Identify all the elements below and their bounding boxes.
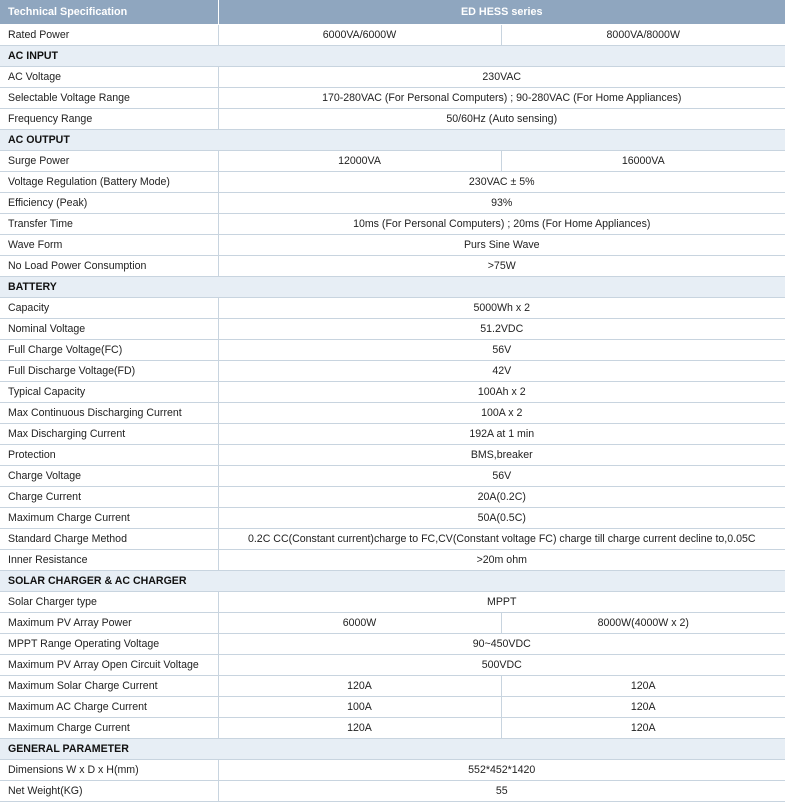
- spec-label: AC Voltage: [0, 67, 218, 88]
- spec-label: Standard Charge Method: [0, 529, 218, 550]
- spec-label: Wave Form: [0, 235, 218, 256]
- spec-value-8000: 120A: [501, 718, 785, 739]
- spec-value: 5000Wh x 2: [218, 298, 785, 319]
- section-title: AC OUTPUT: [0, 130, 785, 151]
- spec-label: Voltage Regulation (Battery Mode): [0, 172, 218, 193]
- spec-label: Full Discharge Voltage(FD): [0, 361, 218, 382]
- table-row: [0, 172, 785, 193]
- spec-value: 10ms (For Personal Computers) ; 20ms (For Home Appliances): [218, 214, 785, 235]
- spec-table-body: [0, 25, 785, 802]
- spec-value: 93%: [218, 193, 785, 214]
- spec-label: Full Charge Voltage(FC): [0, 340, 218, 361]
- table-row: [0, 424, 785, 445]
- spec-value: BMS,breaker: [218, 445, 785, 466]
- spec-value: 100Ah x 2: [218, 382, 785, 403]
- table-row: [0, 25, 785, 46]
- spec-value: 50A(0.5C): [218, 508, 785, 529]
- table-row: [0, 319, 785, 340]
- table-row: [0, 403, 785, 424]
- spec-label: Protection: [0, 445, 218, 466]
- spec-label: Nominal Voltage: [0, 319, 218, 340]
- section-row: [0, 130, 785, 151]
- section-row: [0, 739, 785, 760]
- spec-value-6000: 120A: [218, 718, 501, 739]
- spec-value: 20A(0.2C): [218, 487, 785, 508]
- spec-label: Charge Current: [0, 487, 218, 508]
- spec-value: 90~450VDC: [218, 634, 785, 655]
- table-row: [0, 298, 785, 319]
- table-row: [0, 445, 785, 466]
- spec-value: Purs Sine Wave: [218, 235, 785, 256]
- spec-label: Maximum PV Array Open Circuit Voltage: [0, 655, 218, 676]
- spec-value: >20m ohm: [218, 550, 785, 571]
- table-row: [0, 529, 785, 550]
- section-title: AC INPUT: [0, 46, 785, 67]
- spec-value: 500VDC: [218, 655, 785, 676]
- spec-value: 230VAC ± 5%: [218, 172, 785, 193]
- table-row: [0, 235, 785, 256]
- table-row: [0, 67, 785, 88]
- spec-label: Maximum Solar Charge Current: [0, 676, 218, 697]
- table-row: [0, 655, 785, 676]
- spec-label: Maximum Charge Current: [0, 508, 218, 529]
- spec-value-8000: 16000VA: [501, 151, 785, 172]
- section-row: [0, 277, 785, 298]
- table-row: [0, 466, 785, 487]
- spec-label: Solar Charger type: [0, 592, 218, 613]
- spec-value: 51.2VDC: [218, 319, 785, 340]
- table-header-row: [0, 0, 785, 25]
- spec-value-6000: 120A: [218, 676, 501, 697]
- table-row: [0, 109, 785, 130]
- spec-value-8000: 8000W(4000W x 2): [501, 613, 785, 634]
- spec-value: 100A x 2: [218, 403, 785, 424]
- spec-label: Net Weight(KG): [0, 781, 218, 802]
- spec-label: Max Discharging Current: [0, 424, 218, 445]
- spec-label: Rated Power: [0, 25, 218, 46]
- spec-value: 50/60Hz (Auto sensing): [218, 109, 785, 130]
- spec-label: Selectable Voltage Range: [0, 88, 218, 109]
- spec-value-6000: 12000VA: [218, 151, 501, 172]
- spec-value: 55: [218, 781, 785, 802]
- section-title: BATTERY: [0, 277, 785, 298]
- spec-value: MPPT: [218, 592, 785, 613]
- spec-value: 0.2C CC(Constant current)charge to FC,CV(Constant voltage FC) charge till charge current decline to,0.05C: [218, 529, 785, 550]
- table-row: [0, 193, 785, 214]
- table-row: [0, 340, 785, 361]
- section-row: [0, 571, 785, 592]
- table-row: [0, 697, 785, 718]
- spec-value-8000: 120A: [501, 697, 785, 718]
- table-row: [0, 718, 785, 739]
- spec-value: 230VAC: [218, 67, 785, 88]
- table-row: [0, 508, 785, 529]
- spec-value: 56V: [218, 466, 785, 487]
- section-title: GENERAL PARAMETER: [0, 739, 785, 760]
- table-row: [0, 361, 785, 382]
- section-title: SOLAR CHARGER & AC CHARGER: [0, 571, 785, 592]
- spec-value: 42V: [218, 361, 785, 382]
- spec-label: Typical Capacity: [0, 382, 218, 403]
- table-row: [0, 592, 785, 613]
- table-row: [0, 382, 785, 403]
- spec-label: Max Continuous Discharging Current: [0, 403, 218, 424]
- table-row: [0, 88, 785, 109]
- spec-value-8000: 120A: [501, 676, 785, 697]
- header-spec-label: Technical Specification: [0, 0, 218, 25]
- table-row: [0, 760, 785, 781]
- spec-value: 170-280VAC (For Personal Computers) ; 90-280VAC (For Home Appliances): [218, 88, 785, 109]
- spec-value-6000: 100A: [218, 697, 501, 718]
- spec-value: 56V: [218, 340, 785, 361]
- spec-value-8000: 8000VA/8000W: [501, 25, 785, 46]
- table-row: [0, 634, 785, 655]
- spec-label: Dimensions W x D x H(mm): [0, 760, 218, 781]
- spec-label: Maximum PV Array Power: [0, 613, 218, 634]
- table-row: [0, 487, 785, 508]
- header-series-label: ED HESS series: [218, 0, 785, 25]
- table-row: [0, 151, 785, 172]
- spec-label: Charge Voltage: [0, 466, 218, 487]
- table-row: [0, 214, 785, 235]
- spec-label: Transfer Time: [0, 214, 218, 235]
- spec-label: Maximum AC Charge Current: [0, 697, 218, 718]
- spec-value: 192A at 1 min: [218, 424, 785, 445]
- spec-label: Efficiency (Peak): [0, 193, 218, 214]
- section-row: [0, 46, 785, 67]
- spec-label: Inner Resistance: [0, 550, 218, 571]
- spec-label: Capacity: [0, 298, 218, 319]
- spec-label: MPPT Range Operating Voltage: [0, 634, 218, 655]
- spec-label: Maximum Charge Current: [0, 718, 218, 739]
- table-row: [0, 550, 785, 571]
- table-row: [0, 256, 785, 277]
- spec-label: Frequency Range: [0, 109, 218, 130]
- spec-label: Surge Power: [0, 151, 218, 172]
- spec-value: >75W: [218, 256, 785, 277]
- table-row: [0, 781, 785, 802]
- spec-value-6000: 6000W: [218, 613, 501, 634]
- table-row: [0, 676, 785, 697]
- table-row: [0, 613, 785, 634]
- spec-value-6000: 6000VA/6000W: [218, 25, 501, 46]
- spec-label: No Load Power Consumption: [0, 256, 218, 277]
- spec-value: 552*452*1420: [218, 760, 785, 781]
